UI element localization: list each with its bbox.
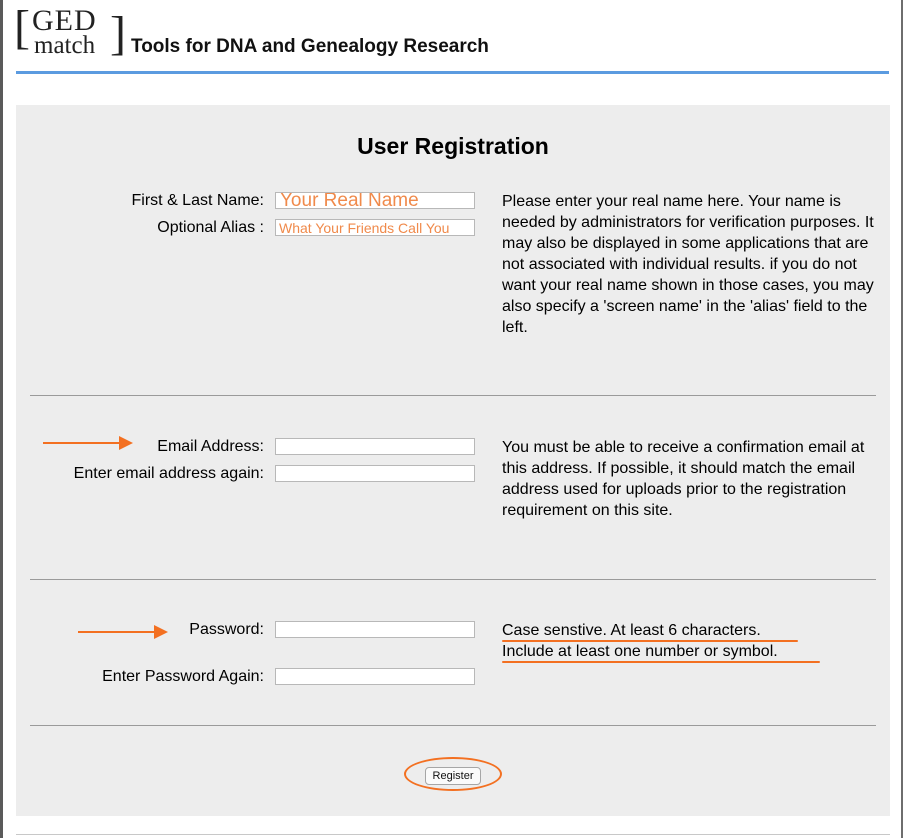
logo-match-text: match [34,32,96,59]
password-help-line2: Include at least one number or symbol. [502,643,778,660]
password-label: Password: [189,621,264,638]
register-button[interactable]: Register [425,767,481,785]
email-input[interactable] [275,438,475,455]
underline-annotation-2 [502,661,820,663]
password-input[interactable] [275,621,475,638]
password-again-label: Enter Password Again: [102,668,264,685]
section-divider-1 [30,395,876,396]
alias-input[interactable] [275,219,475,236]
arrow-icon-password [78,625,168,639]
logo-bracket-open: [ [14,1,30,54]
email-help-text: You must be able to receive a confirmation email at this address. If possible, it should match the email address used for uploads prior to the registration requirement on this site. [502,439,865,519]
page-title: User Registration [357,133,549,159]
arrow-icon-email [43,436,133,450]
password-help-line1: Case senstive. At least 6 characters. [502,622,761,639]
section-divider-3 [30,725,876,726]
gedmatch-logo[interactable] [14,1,126,64]
name-label: First & Last Name: [131,192,264,209]
email-confirm-input[interactable] [275,465,475,482]
email-again-label: Enter email address again: [73,465,264,482]
password-confirm-input[interactable] [275,668,475,685]
registration-panel [16,105,890,816]
window-edge-left [0,0,3,838]
alias-label: Optional Alias : [157,219,264,236]
site-tagline: Tools for DNA and Genealogy Research [131,36,489,57]
email-label: Email Address: [157,438,264,455]
logo-bracket-close: ] [110,7,126,60]
section-divider-2 [30,579,876,580]
header-divider [16,71,889,74]
name-help-text: Please enter your real name here. Your name is needed by administrators for verification purposes. It may also be displayed in some applications that are not associated with individual results. if you do not want your real name shown in those cases, you may also specify a 'screen name' in the 'alias' field to the left. [502,193,874,336]
footer-divider [16,834,890,835]
logo-ged-text: GED [32,4,97,37]
name-input[interactable] [275,192,475,209]
